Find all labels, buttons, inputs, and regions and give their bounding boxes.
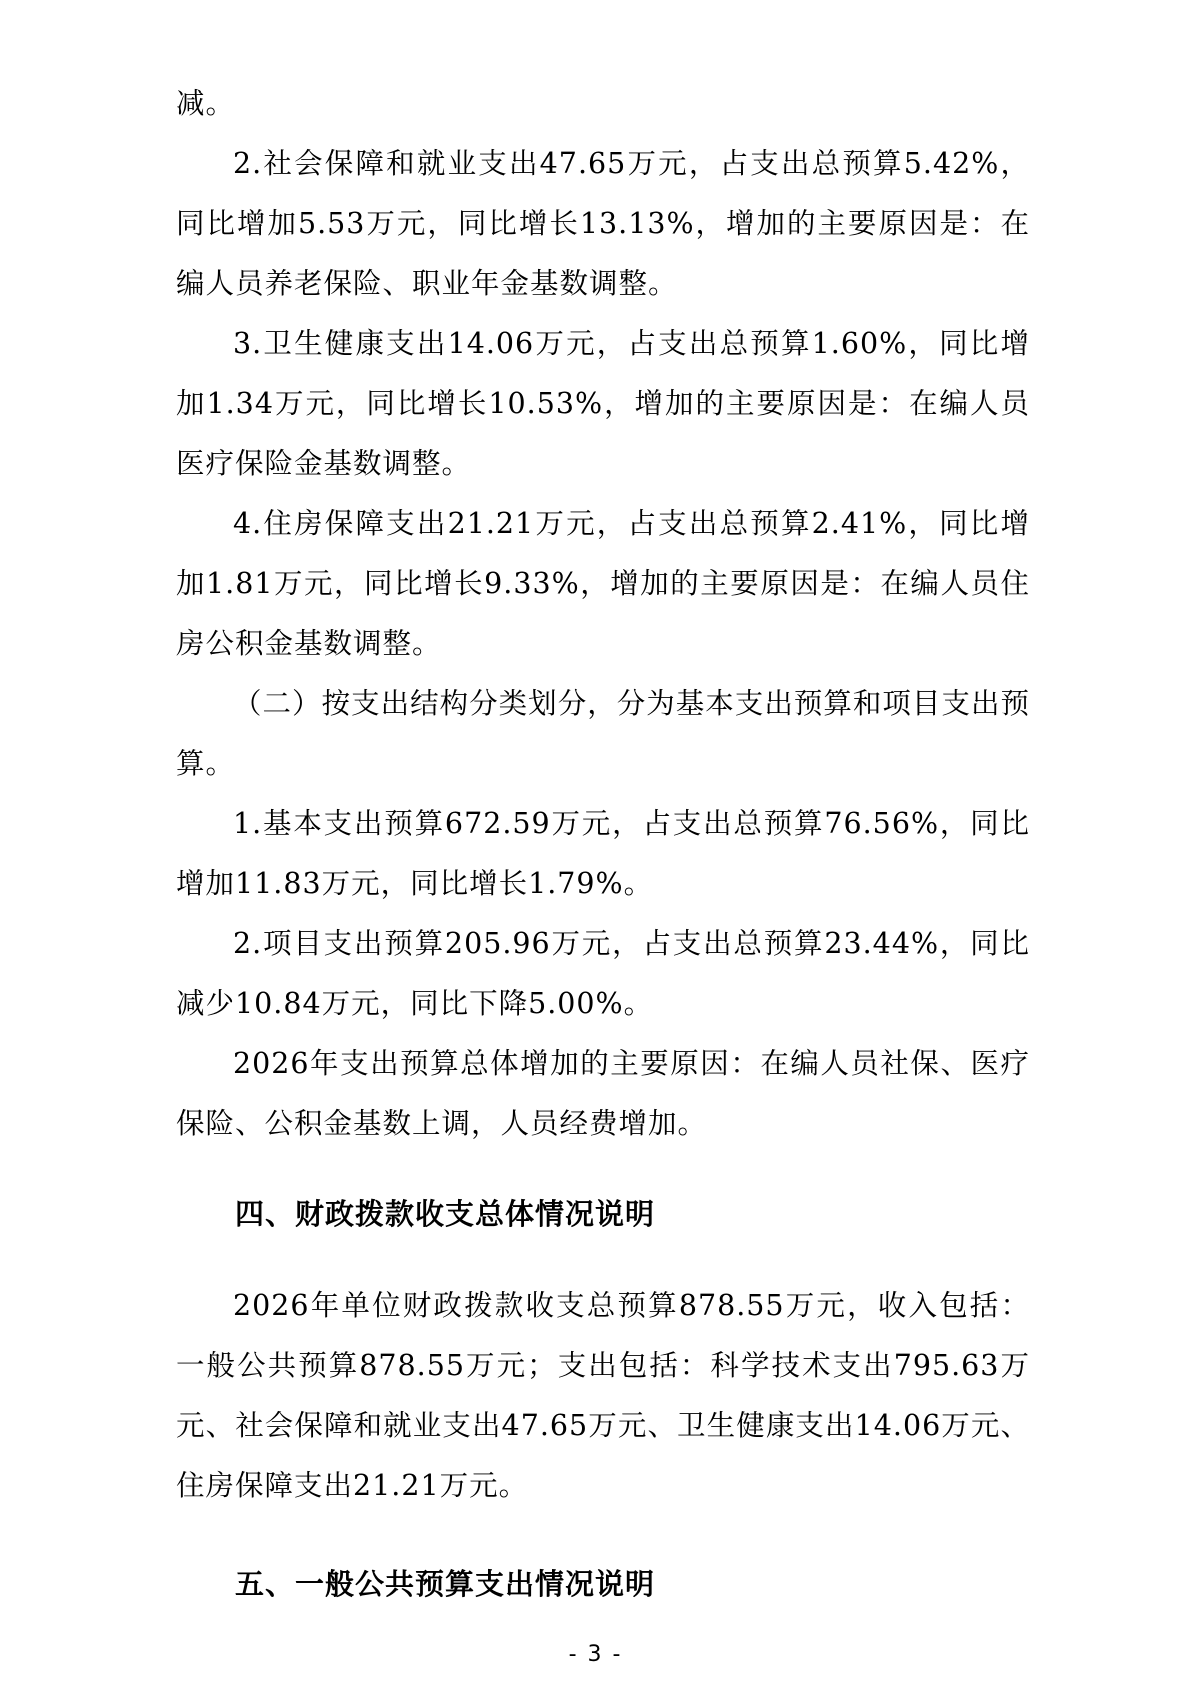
paragraph-overall-increase-reason: 2026年支出预算总体增加的主要原因：在编人员社保、医疗保险、公积金基数上调，人员经费增加。 <box>176 1047 1030 1140</box>
paragraph-fiscal-appropriation: 2026年单位财政拨款收支总预算878.55万元，收入包括：一般公共预算878.55万元；支出包括：科学技术支出795.63万元、社会保障和就业支出47.65万元、卫生健康支出14.06万元、住房保障支出21.21万元。 <box>176 1289 1030 1502</box>
paragraph-health: 3.卫生健康支出14.06万元，占支出总预算1.60%，同比增加1.34万元，同比增长10.53%，增加的主要原因是：在编人员医疗保险金基数调整。 <box>176 327 1030 480</box>
page-number: - 3 - <box>568 1642 623 1667</box>
section-heading-4: 四、财政拨款收支总体情况说明 <box>235 1197 656 1231</box>
paragraph-project-expenditure: 2.项目支出预算205.96万元，占支出总预算23.44%，同比减少10.84万元，同比下降5.00%。 <box>176 927 1030 1020</box>
paragraph-social-security: 2.社会保障和就业支出47.65万元，占支出总预算5.42%，同比增加5.53万元，同比增长13.13%，增加的主要原因是：在编人员养老保险、职业年金基数调整。 <box>176 147 1030 300</box>
section-heading-5: 五、一般公共预算支出情况说明 <box>235 1567 656 1601</box>
paragraph-basic-expenditure: 1.基本支出预算672.59万元，占支出总预算76.56%，同比增加11.83万元，同比增长1.79%。 <box>176 807 1030 900</box>
paragraph-structure-classification: （二）按支出结构分类划分，分为基本支出预算和项目支出预算。 <box>176 687 1030 780</box>
paragraph-continuation: 减。 <box>176 87 236 120</box>
document-body <box>176 74 1030 1614</box>
paragraph-housing: 4.住房保障支出21.21万元，占支出总预算2.41%，同比增加1.81万元，同比增长9.33%，增加的主要原因是：在编人员住房公积金基数调整。 <box>176 507 1030 660</box>
